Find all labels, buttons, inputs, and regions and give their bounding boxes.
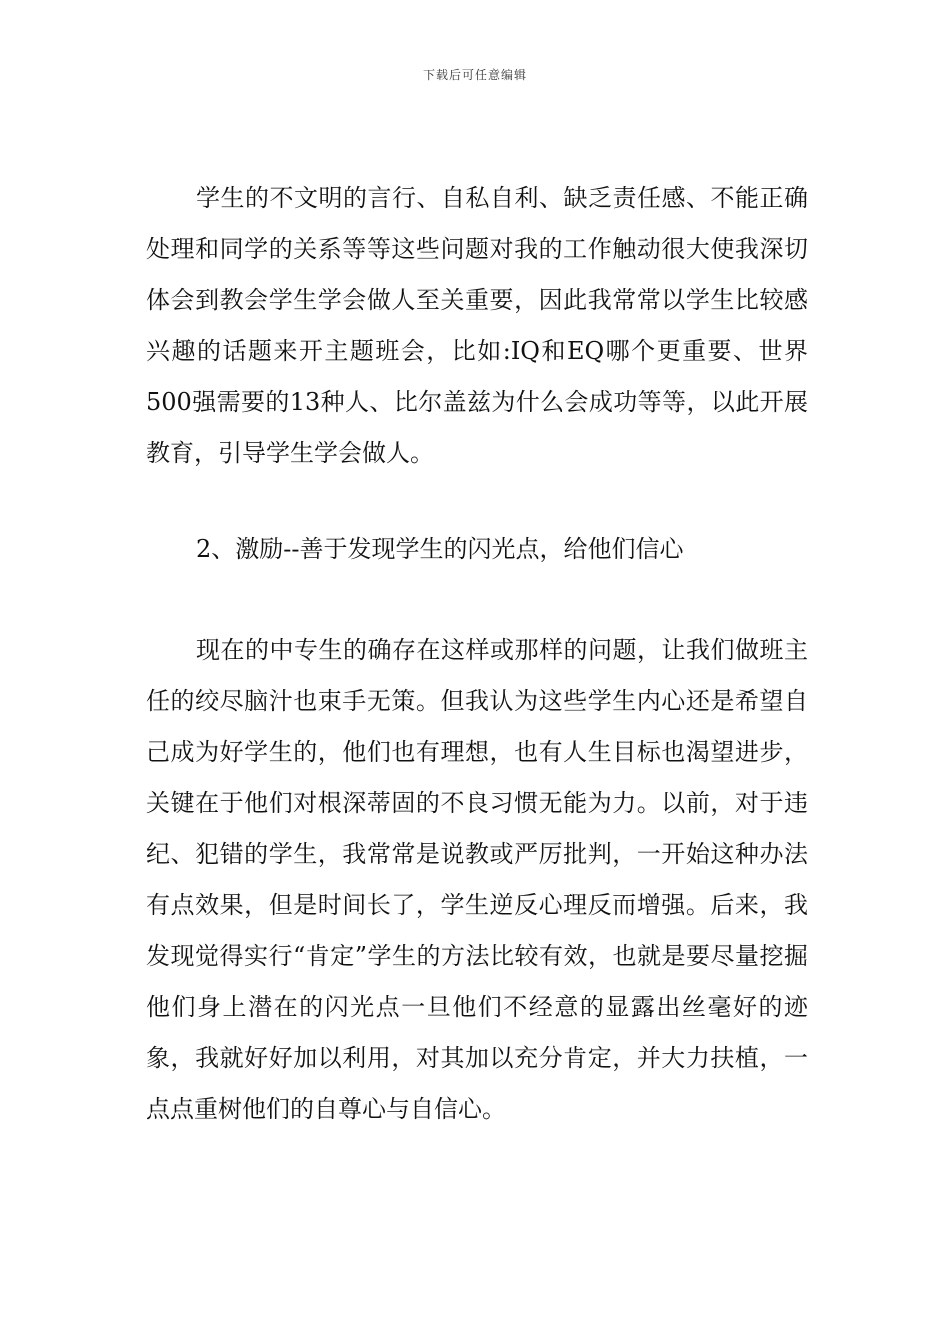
page-header: 下载后可任意编辑 <box>422 68 527 82</box>
section-heading: 2、激励--善于发现学生的闪光点，给他们信心 <box>196 535 684 563</box>
paragraph-2: 现在的中专生的确存在这样或那样的问题，让我们做班主任的绞尽脑汁也束手无策。但我认为这些学生内心还是希望自己成为好学生的，他们也有理想，也有人生目标也渴望进步，关键在于他们对根深蒂固的不良习惯无能为力。以前，对于违纪、犯错的学生，我常常是说教或严厉批判，一开始这种办法有点效果，但是时间长了，学生逆反心理反而增强。后来，我发现觉得实行“肯定”学生的方法比较有效，也就是要尽量挖掘他们身上潜在的闪光点一旦他们不经意的显露出丝毫好的迹象，我就好好加以利用，对其加以充分肯定，并大力扶植，一点点重树他们的自尊心与自信心。 <box>146 636 808 1123</box>
paragraph-1: 学生的不文明的言行、自私自利、缺乏责任感、不能正确处理和同学的关系等等这些问题对我的工作触动很大使我深切体会到教会学生学会做人至关重要，因此我常常以学生比较感兴趣的话题来开主题班会，比如:IQ和EQ哪个更重要、世界500强需要的13种人、比尔盖兹为什么会成功等等，以此开展教育，引导学生学会做人。 <box>146 184 808 467</box>
